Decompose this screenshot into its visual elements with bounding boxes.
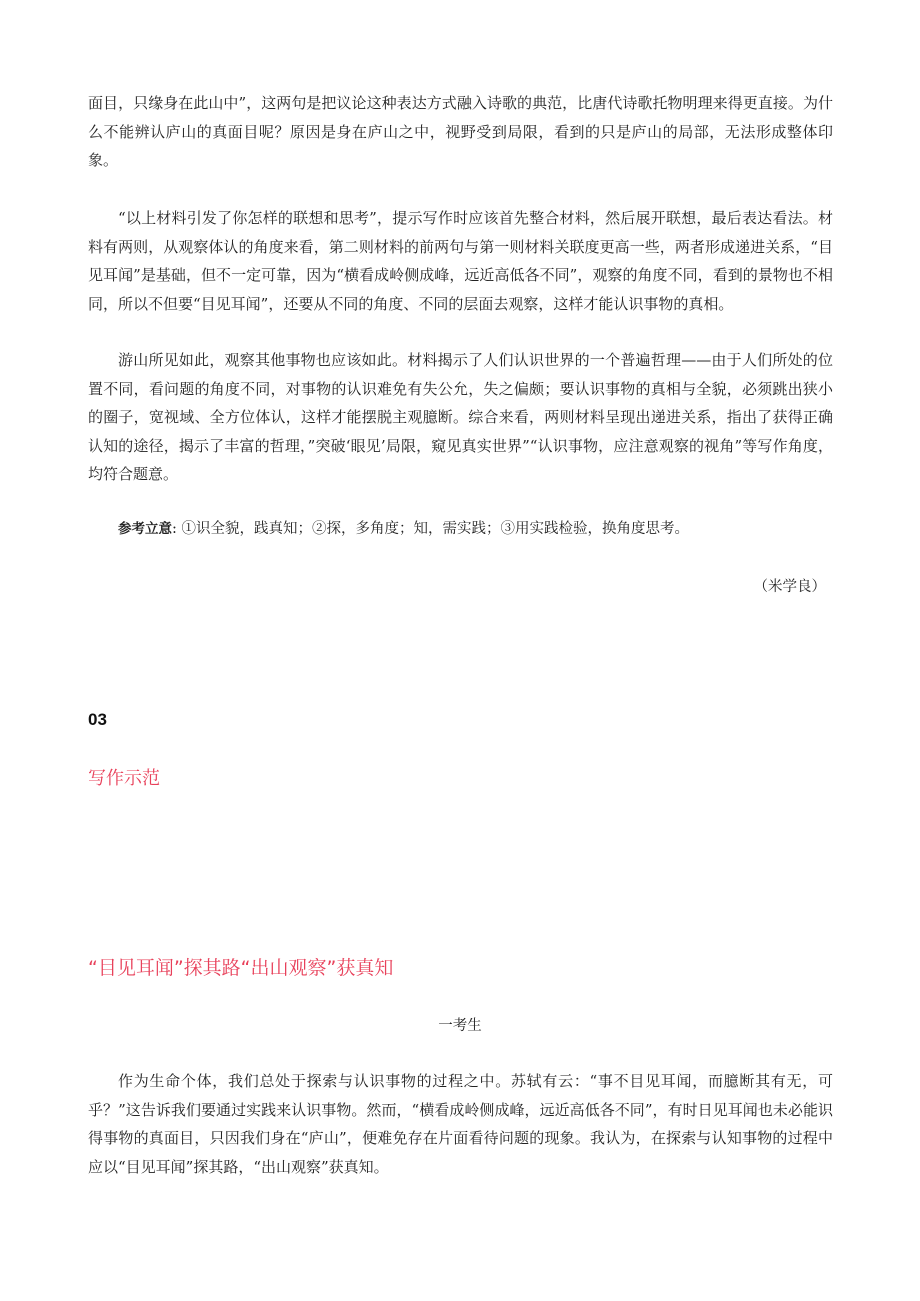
essay-title: “目见耳闻”探其路“出山观察”获真知: [88, 957, 394, 979]
analysis-paragraph-2: “以上材料引发了你怎样的联想和思考”，提示写作时应该首先整合材料，然后展开联想，最后表达看法。材料有两则，从观察体认的角度来看，第二则材料的前两句与第一则材料关联度更高一些，两者形成递进关系，“目见耳闻”是基础，但不一定可靠，因为“横看成岭侧成峰，远近高低各不同”，观察的角度不同，看到的景物也不相同，所以不但要“目见耳闻”，还要从不同的角度、不同的层面去观察，这样才能认识事物的真相。: [88, 209, 833, 313]
analysis-paragraph-1: 面目，只缘身在此山中”，这两句是把议论这种表达方式融入诗歌的典范，比唐代诗歌托物明理来得更直接。为什么不能辨认庐山的真面目呢？原因是身在庐山之中，视野受到局限，看到的只是庐山的局部，无法形成整体印象。: [88, 94, 833, 169]
reference-theme-label: 参考立意: [118, 521, 172, 537]
reference-theme: [118, 515, 833, 543]
essay-author: 一考生: [438, 1018, 482, 1034]
section-number: 03: [88, 710, 107, 729]
essay-paragraph-1: 作为生命个体，我们总处于探索与认识事物的过程之中。苏轼有云：“事不目见耳闻，而臆断其有无，可乎？”这告诉我们要通过实践来认识事物。然而，“横看成岭侧成峰，远近高低各不同”，有时日见耳闻也未必能识得事物的真面目，只因我们身在“庐山”，便难免存在片面看待问题的现象。我认为，在探索与认知事物的过程中应以“目见耳闻”探其路，“出山观察”获真知。: [88, 1072, 833, 1176]
analysis-author: （米学良）: [753, 579, 826, 595]
reference-theme-text: : ①识全貌，践真知；②探，多角度；知，需实践；③用实践检验，换角度思考。: [172, 521, 689, 537]
section-title: 写作示范: [88, 768, 160, 789]
analysis-paragraph-3: 游山所见如此，观察其他事物也应该如此。材料揭示了人们认识世界的一个普遍哲理——由于人们所处的位置不同，看问题的角度不同，对事物的认识难免有失公允，失之偏颇；要认识事物的真相与全貌，必须跳出狭小的圈子，宽视域、全方位体认，这样才能摆脱主观臆断。综合来看，两则材料呈现出递进关系，指出了获得正确认知的途径，揭示了丰富的哲理，”突破‘眼见’局限，窥见真实世界”“认识事物，应注意观察的视角”等写作角度，均符合题意。: [88, 351, 833, 483]
